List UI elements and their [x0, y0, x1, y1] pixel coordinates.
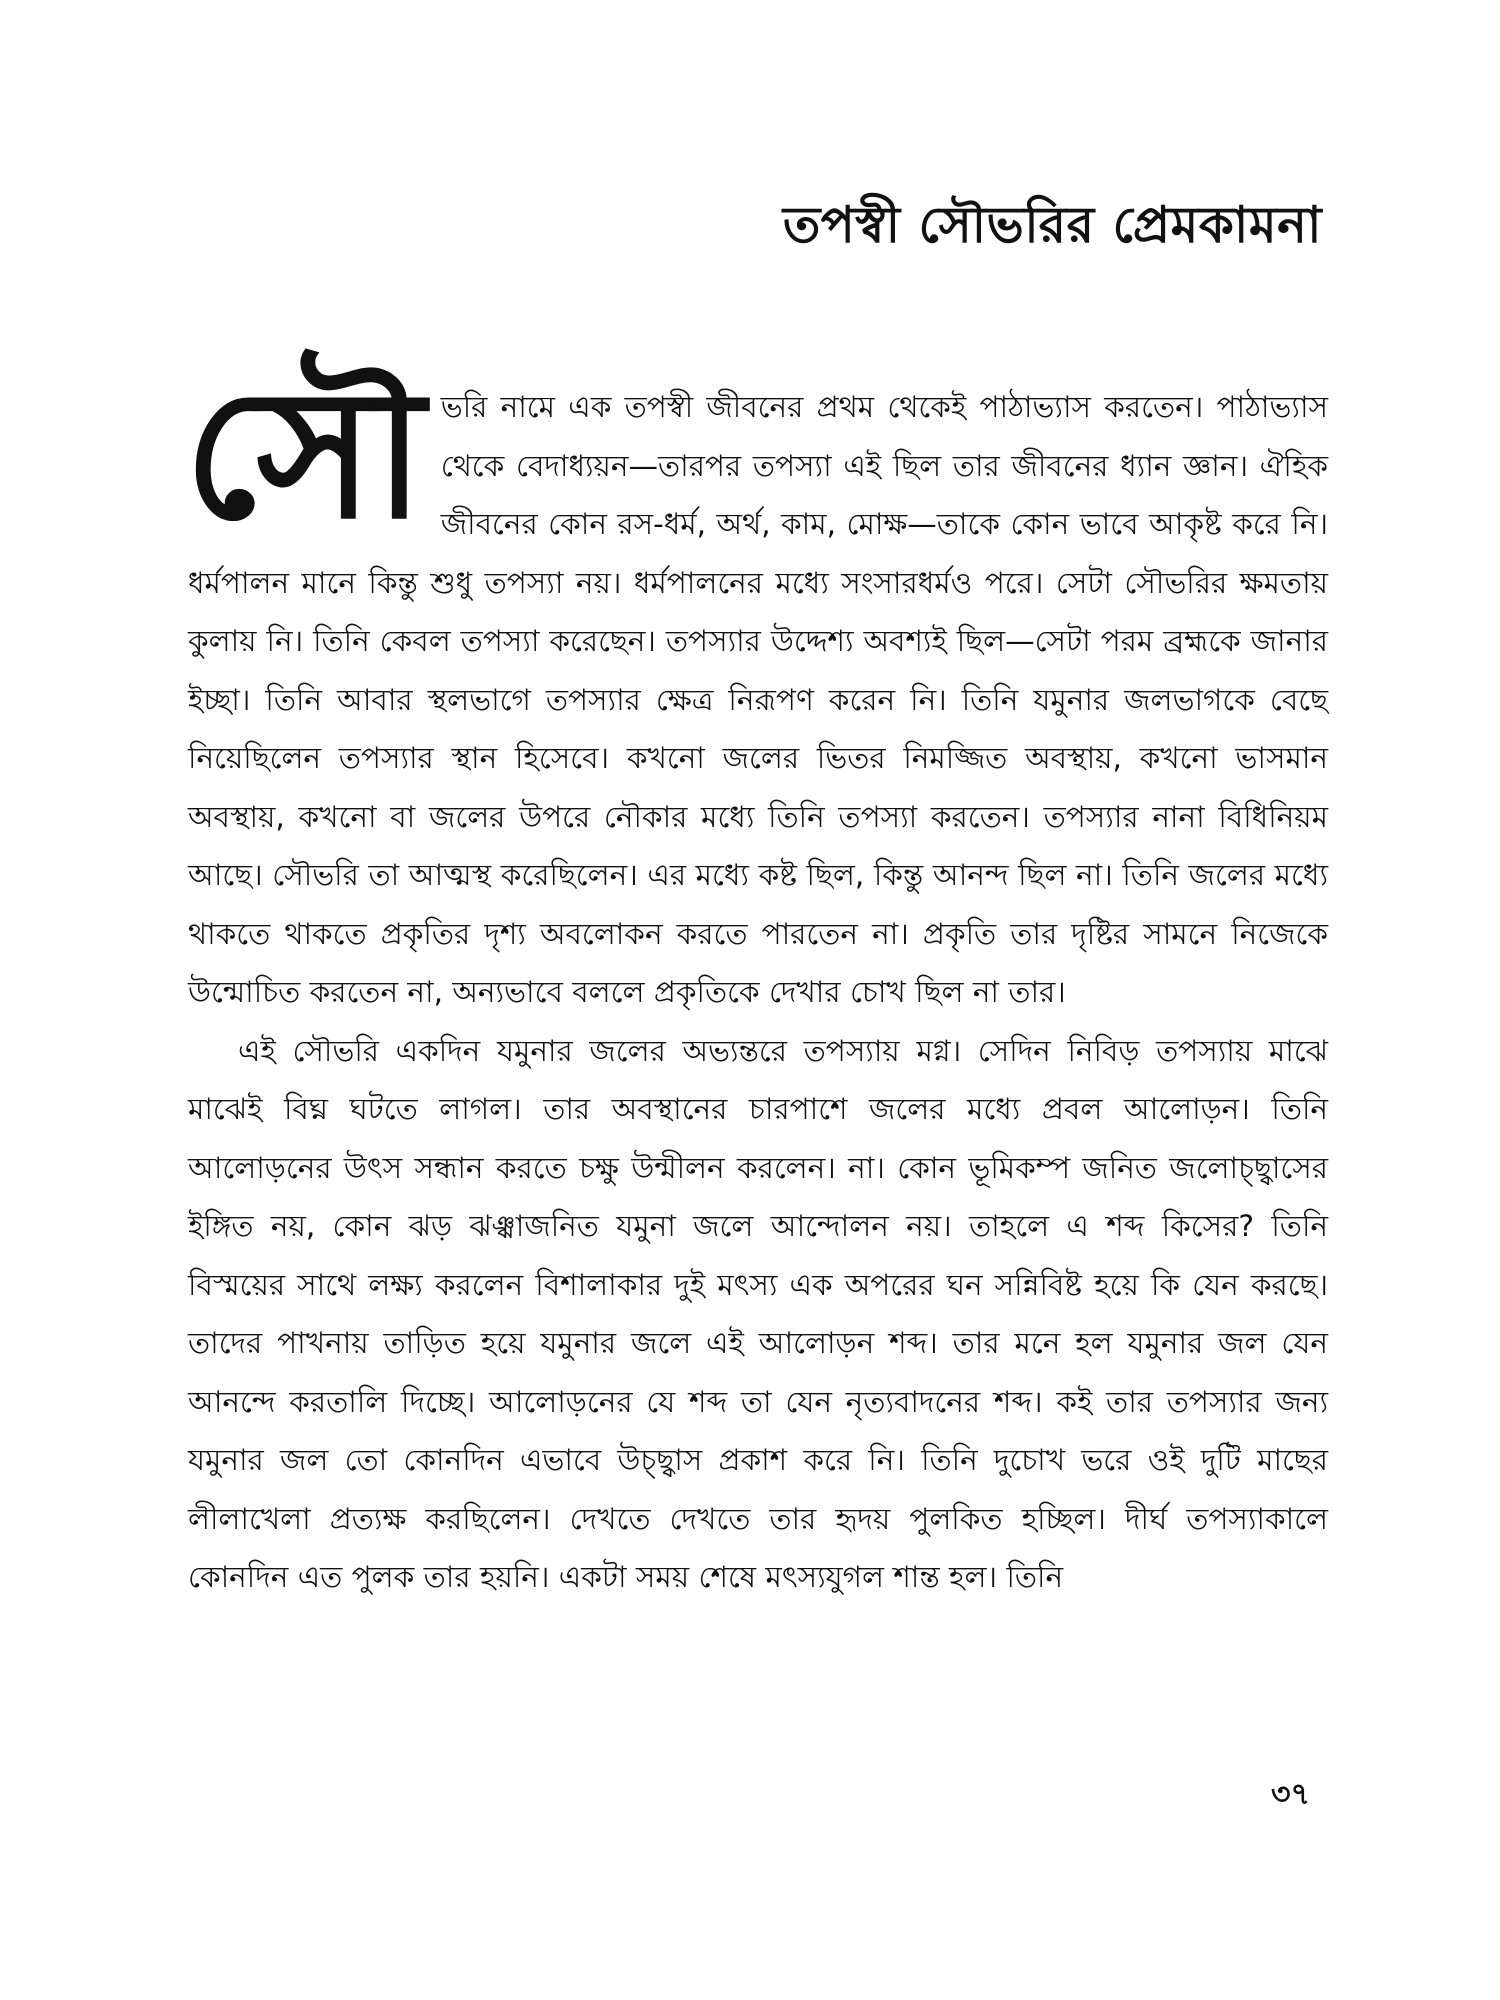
chapter-title: তপস্বী সৌভরির প্রেমকামনা	[782, 196, 1322, 254]
paragraph-1-text: ভরি নামে এক তপস্বী জীবনের প্রথম থেকেই পাঠাভ্যাস করতেন। পাঠাভ্যাস থেকে বেদাধ্যয়ন—তারপর তপস্যা এই ছিল তার জীবনের ধ্যান জ্ঞান। ঐহিক জীবনের কোন রস-ধর্ম, অর্থ, কাম, মোক্ষ—তাকে কোন ভাবে আকৃষ্ট করে নি। ধর্মপালন মানে কিন্তু শুধু তপস্যা নয়। ধর্মপালনের মধ্যে সংসারধর্মও পরে। সেটা সৌভরির ক্ষমতায় কুলায় নি। তিনি কেবল তপস্যা করেছেন। তপস্যার উদ্দেশ্য অবশ্যই ছিল—সেটা পরম ব্রহ্মকে জানার ইচ্ছা। তিনি আবার স্থলভাগে তপস্যার ক্ষেত্র নিরূপণ করেন নি। তিনি যমুনার জলভাগকে বেছে নিয়েছিলেন তপস্যার স্থান হিসেবে। কখনো জলের ভিতর নিমজ্জিত অবস্থায়, কখনো ভাসমান অবস্থায়, কখনো বা জলের উপরে নৌকার মধ্যে তিনি তপস্যা করতেন। তপস্যার নানা বিধিনিয়ম আছে। সৌভরি তা আত্মস্থ করেছিলেন। এর মধ্যে কষ্ট ছিল, কিন্তু আনন্দ ছিল না। তিনি জলের মধ্যে থাকতে থাকতে প্রকৃতির দৃশ্য অবলোকন করতে পারতেন না। প্রকৃতি তার দৃষ্টির সামনে নিজেকে উন্মোচিত করতেন না, অন্যভাবে বললে প্রকৃতিকে দেখার চোখ ছিল না তার।	[188, 390, 1328, 1009]
paragraph-1	[184, 349, 1328, 1022]
page-number: ৩৭	[1270, 1777, 1310, 1812]
paragraph-2: এই সৌভরি একদিন যমুনার জলের অভ্যন্তরে তপস্যায় মগ্ন। সেদিন নিবিড় তপস্যায় মাঝে মাঝেই বিঘ্ন ঘটতে লাগল। তার অবস্থানের চারপাশে জলের মধ্যে প্রবল আলোড়ন। তিনি আলোড়নের উৎস সন্ধান করতে চক্ষু উন্মীলন করলেন। না। কোন ভূমিকম্প জনিত জলোচ্ছ্বাসের ইঙ্গিত নয়, কোন ঝড় ঝঞ্ঝাজনিত যমুনা জলে আন্দোলন নয়। তাহলে এ শব্দ কিসের? তিনি বিস্ময়ের সাথে লক্ষ্য করলেন বিশালাকার দুই মৎস্য এক অপরের ঘন সন্নিবিষ্ট হয়ে কি যেন করছে। তাদের পাখনায় তাড়িত হয়ে যমুনার জলে এই আলোড়ন শব্দ। তার মনে হল যমুনার জল যেন আনন্দে করতালি দিচ্ছে। আলোড়নের যে শব্দ তা যেন নৃত্যবাদনের শব্দ। কই তার তপস্যার জন্য যমুনার জল তো কোনদিন এভাবে উচ্ছ্বাস প্রকাশ করে নি। তিনি দুচোখ ভরে ওই দুটি মাছের লীলাখেলা প্রত্যক্ষ করছিলেন। দেখতে দেখতে তার হৃদয় পুলকিত হচ্ছিল। দীর্ঘ তপস্যাকালে কোনদিন এত পুলক তার হয়নি। একটা সময় শেষে মৎস্যযুগল শান্ত হল। তিনি	[188, 1033, 1328, 1594]
body-text	[184, 349, 1328, 1607]
drop-cap: সৌ	[184, 349, 425, 558]
